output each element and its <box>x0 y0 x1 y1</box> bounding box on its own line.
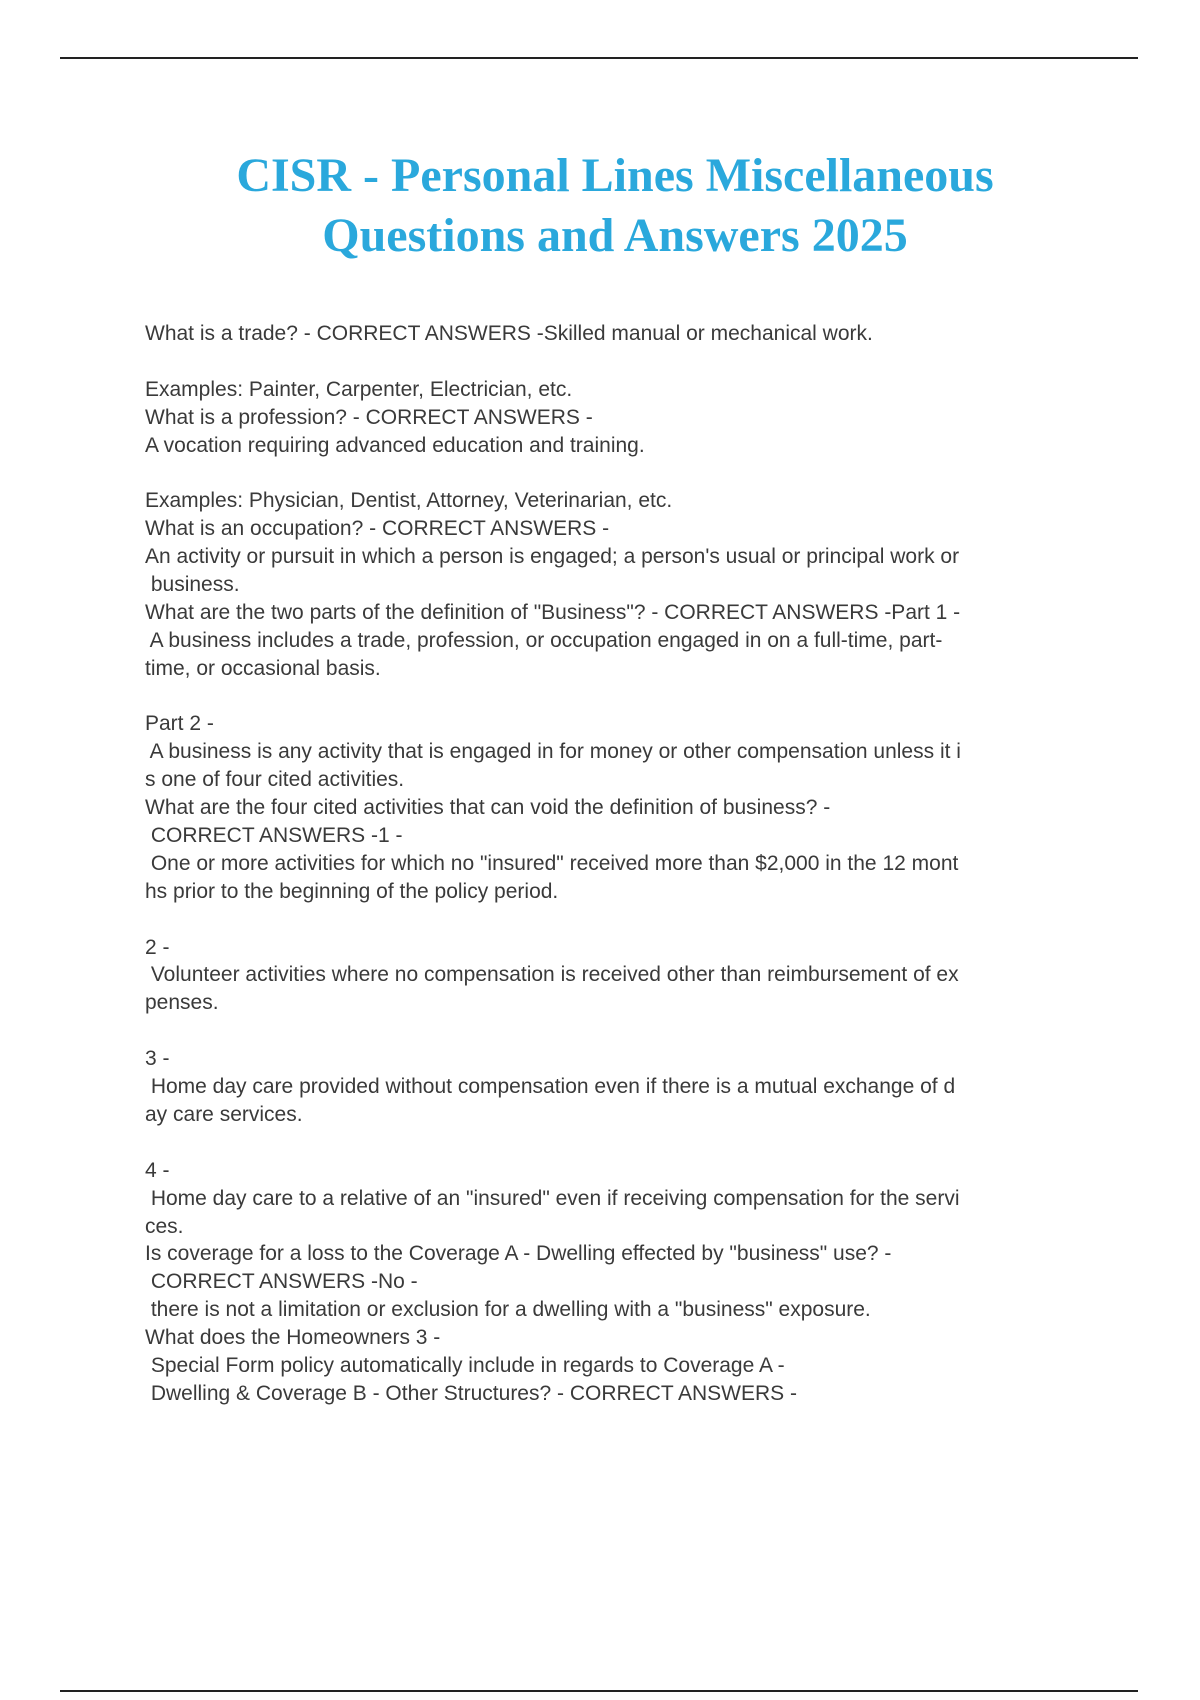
text-line <box>145 1129 1095 1157</box>
text-line: penses. <box>145 991 219 1015</box>
text-line: Part 2 - <box>145 712 214 736</box>
text-line: What is a profession? - CORRECT ANSWERS - <box>145 405 593 429</box>
text-line: Dwelling & Coverage B - Other Structures? - CORRECT ANSWERS - <box>145 1381 797 1405</box>
text-line: time, or occasional basis. <box>145 656 381 680</box>
title-line-2: Questions and Answers 2025 <box>322 209 908 262</box>
text-line: Special Form policy automatically include in regards to Coverage A - <box>145 1353 785 1377</box>
text-line: ces. <box>145 1214 184 1238</box>
text-line <box>145 348 1095 376</box>
text-line: 3 - <box>145 1047 170 1071</box>
text-line: s one of four cited activities. <box>145 768 405 792</box>
text-line: there is not a limitation or exclusion for a dwelling with a "business" exposure. <box>145 1298 871 1322</box>
text-line: 2 - <box>145 935 170 959</box>
text-line: Examples: Physician, Dentist, Attorney, Veterinarian, etc. <box>145 489 673 513</box>
text-line: An activity or pursuit in which a person is engaged; a person's usual or principal work or <box>145 545 960 569</box>
text-line <box>145 906 1095 934</box>
text-line: What is a trade? - CORRECT ANSWERS -Skilled manual or mechanical work. <box>145 322 873 345</box>
text-line: A business includes a trade, profession, or occupation engaged in on a full-time, part- <box>145 628 943 652</box>
footer-rule <box>60 1690 1138 1692</box>
text-line: A business is any activity that is engaged in for money or other compensation unless it i <box>145 740 961 764</box>
text-line: hs prior to the beginning of the policy period. <box>145 879 559 903</box>
text-line: Is coverage for a loss to the Coverage A - Dwelling effected by "business" use? - <box>145 1242 892 1266</box>
document-title <box>0 146 1200 266</box>
text-line: What are the four cited activities that can void the definition of business? - <box>145 796 831 820</box>
text-line: A vocation requiring advanced education and training. <box>145 433 645 457</box>
text-line: 4 - <box>145 1158 170 1182</box>
text-line: One or more activities for which no "insured" received more than $2,000 in the 12 mont <box>145 851 959 875</box>
text-line: What are the two parts of the definition of "Business"? - CORRECT ANSWERS -Part 1 - <box>145 600 961 624</box>
document-body <box>145 320 1095 1408</box>
text-line: ay care services. <box>145 1102 303 1126</box>
text-line: Home day care provided without compensation even if there is a mutual exchange of d <box>145 1075 956 1099</box>
header-rule <box>60 57 1138 59</box>
text-line <box>145 459 1095 487</box>
text-line: CORRECT ANSWERS -No - <box>145 1270 418 1294</box>
text-line: CORRECT ANSWERS -1 - <box>145 824 403 848</box>
text-line: What does the Homeowners 3 - <box>145 1326 441 1350</box>
text-line: Volunteer activities where no compensation is received other than reimbursement of ex <box>145 963 959 987</box>
text-line: What is an occupation? - CORRECT ANSWERS - <box>145 517 610 541</box>
text-line: Examples: Painter, Carpenter, Electrician, etc. <box>145 377 573 401</box>
title-line-1: CISR - Personal Lines Miscellaneous <box>236 149 994 202</box>
text-line <box>145 1017 1095 1045</box>
text-line: business. <box>145 573 240 597</box>
text-line: Home day care to a relative of an "insured" even if receiving compensation for the servi <box>145 1186 960 1210</box>
text-line <box>145 683 1095 711</box>
